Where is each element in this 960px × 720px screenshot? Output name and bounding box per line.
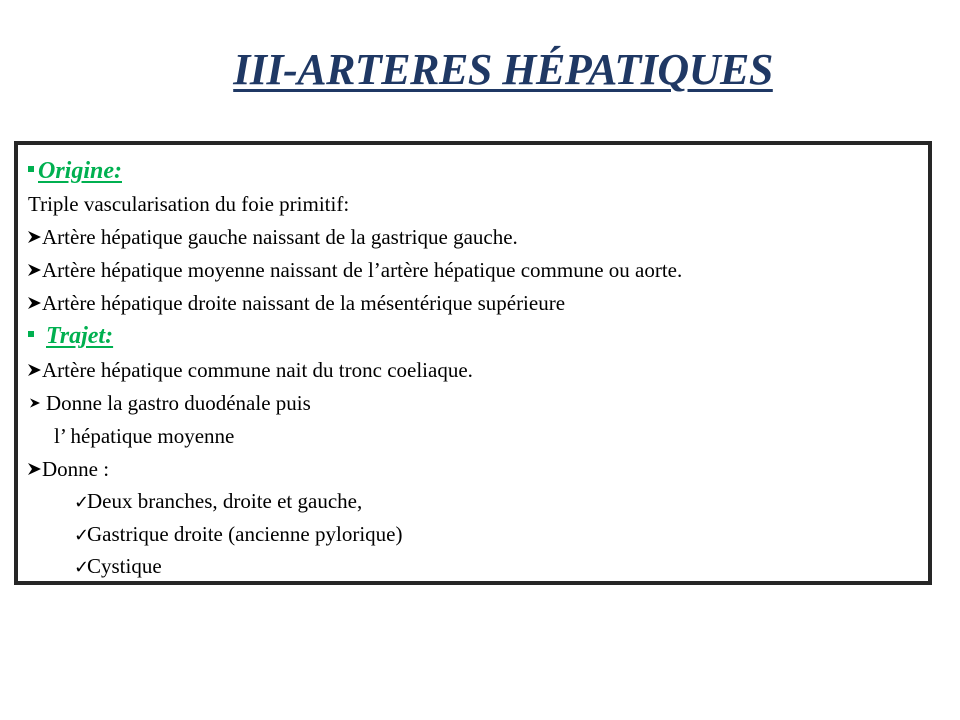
sub-list-item <box>74 486 362 518</box>
arrow-bullet-icon <box>28 231 41 243</box>
square-bullet-icon <box>28 166 34 172</box>
arrow-bullet-icon <box>28 364 41 376</box>
trajet-heading-row <box>28 321 113 351</box>
arrow-bullet-icon <box>28 264 41 276</box>
origine-intro: Triple vascularisation du foie primitif: <box>28 192 350 216</box>
list-item-text: Artère hépatique gauche naissant de la gastrique gauche. <box>42 225 518 249</box>
sub-list-item-text: Cystique <box>87 554 162 578</box>
list-item-text: Donne la gastro duodénale puis <box>46 391 311 415</box>
trajet-heading: Trajet: <box>46 323 114 349</box>
list-item <box>28 222 518 252</box>
checkmark-icon: ✓ <box>74 557 90 578</box>
list-item-text: Artère hépatique droite naissant de la mésentérique supérieure <box>42 291 566 315</box>
list-item-text: Artère hépatique moyenne naissant de l’artère hépatique commune ou aorte. <box>42 258 683 282</box>
list-item <box>28 454 109 484</box>
checkmark-icon: ✓ <box>74 492 90 513</box>
list-item-text: Artère hépatique commune nait du tronc coeliaque. <box>42 358 473 382</box>
arrow-bullet-icon <box>28 297 41 309</box>
list-item-text: Donne : <box>42 457 110 481</box>
sub-list-item <box>74 519 402 551</box>
arrow-bullet-icon <box>30 398 40 408</box>
origine-heading-row <box>28 156 122 186</box>
slide-title: III-ARTERES HÉPATIQUES <box>233 45 773 94</box>
list-item <box>28 288 565 318</box>
origine-heading: Origine: <box>38 158 122 184</box>
list-item <box>30 388 311 418</box>
arrow-bullet-icon <box>28 463 41 475</box>
content-box <box>14 141 932 585</box>
sub-list-item-text: Deux branches, droite et gauche, <box>87 489 363 513</box>
square-bullet-icon <box>28 331 34 337</box>
list-item <box>28 255 682 285</box>
list-item-continuation: l’ hépatique moyenne <box>54 424 235 448</box>
list-item <box>28 355 473 385</box>
checkmark-icon: ✓ <box>74 525 90 546</box>
sub-list-item-text: Gastrique droite (ancienne pylorique) <box>87 522 403 546</box>
sub-list-item <box>74 551 162 583</box>
